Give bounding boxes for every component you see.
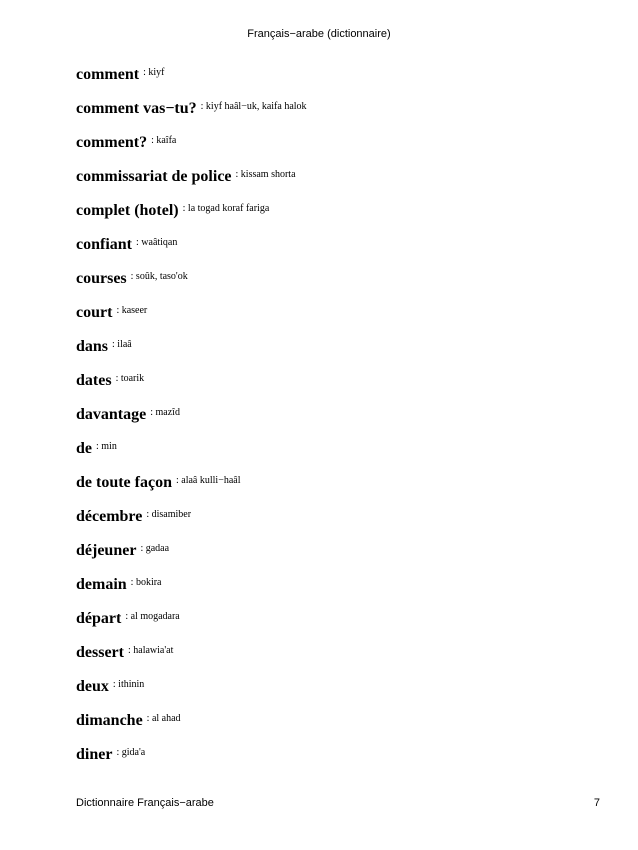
entry-term: comment	[76, 66, 140, 83]
entry-term: départ	[76, 610, 122, 627]
entry-definition: : al mogadara	[125, 610, 180, 622]
page-number: 7	[593, 797, 600, 809]
entry-definition: : bokira	[130, 576, 162, 588]
entry-term: confiant	[76, 236, 132, 253]
entry-term: dessert	[76, 644, 124, 661]
entry-row	[76, 194, 576, 228]
entry-term: de	[76, 440, 92, 457]
entry-definition: : la togad koraf fariga	[182, 202, 270, 214]
footer-title: Dictionnaire Français−arabe	[76, 797, 214, 809]
entry-definition: : al ahad	[146, 712, 181, 724]
entry-row	[76, 568, 576, 602]
entry-term: comment vas−tu?	[76, 100, 197, 117]
entry-definition: : toarik	[115, 372, 145, 384]
entry-row	[76, 126, 576, 160]
entry-term: commissariat de police	[76, 168, 232, 185]
entry-definition: : alaâ kulli−haâl	[175, 474, 241, 486]
entry-term: court	[76, 304, 113, 321]
entry-term: décembre	[76, 508, 143, 525]
entry-definition: : gadaa	[140, 542, 170, 554]
entry-row	[76, 330, 576, 364]
entry-row	[76, 704, 576, 738]
entry-row	[76, 500, 576, 534]
entry-definition: : gida'a	[116, 746, 146, 758]
entry-definition: : kaîfa	[151, 134, 177, 146]
entry-definition: : min	[96, 440, 117, 452]
entry-row	[76, 738, 576, 772]
entry-term: courses	[76, 270, 127, 287]
entry-term: davantage	[76, 406, 147, 423]
entry-row	[76, 58, 576, 92]
entry-row	[76, 602, 576, 636]
entry-row	[76, 670, 576, 704]
entry-row	[76, 228, 576, 262]
entry-definition: : halawia'at	[127, 644, 174, 656]
entry-definition: : soûk, taso'ok	[130, 270, 188, 282]
entry-row	[76, 398, 576, 432]
entry-row	[76, 364, 576, 398]
entry-definition: : kissam shorta	[235, 168, 296, 180]
entry-row	[76, 636, 576, 670]
entry-row	[76, 92, 576, 126]
dictionary-entries	[76, 58, 576, 772]
entry-definition: : kaseer	[116, 304, 148, 316]
entry-term: demain	[76, 576, 127, 593]
entry-definition: : ithinin	[112, 678, 145, 690]
entry-term: dans	[76, 338, 109, 355]
entry-definition: : kiyf haâl−uk, kaifa halok	[200, 100, 307, 112]
entry-row	[76, 296, 576, 330]
entry-term: deux	[76, 678, 109, 695]
entry-term: de toute façon	[76, 474, 172, 491]
page-footer	[76, 797, 600, 809]
entry-row	[76, 466, 576, 500]
entry-definition: : ilaâ	[112, 338, 132, 350]
entry-row	[76, 432, 576, 466]
entry-term: dimanche	[76, 712, 143, 729]
entry-term: complet (hotel)	[76, 202, 179, 219]
entry-term: déjeuner	[76, 542, 137, 559]
page-header: Français−arabe (dictionnaire)	[247, 28, 391, 40]
entry-term: comment?	[76, 134, 148, 151]
entry-term: diner	[76, 746, 113, 763]
entry-definition: : waâtiqan	[136, 236, 178, 248]
entry-row	[76, 262, 576, 296]
entry-row	[76, 534, 576, 568]
entry-row	[76, 160, 576, 194]
entry-definition: : disamiber	[146, 508, 192, 520]
entry-definition: : kiyf	[143, 66, 165, 78]
entry-definition: : mazîd	[150, 406, 180, 418]
entry-term: dates	[76, 372, 112, 389]
